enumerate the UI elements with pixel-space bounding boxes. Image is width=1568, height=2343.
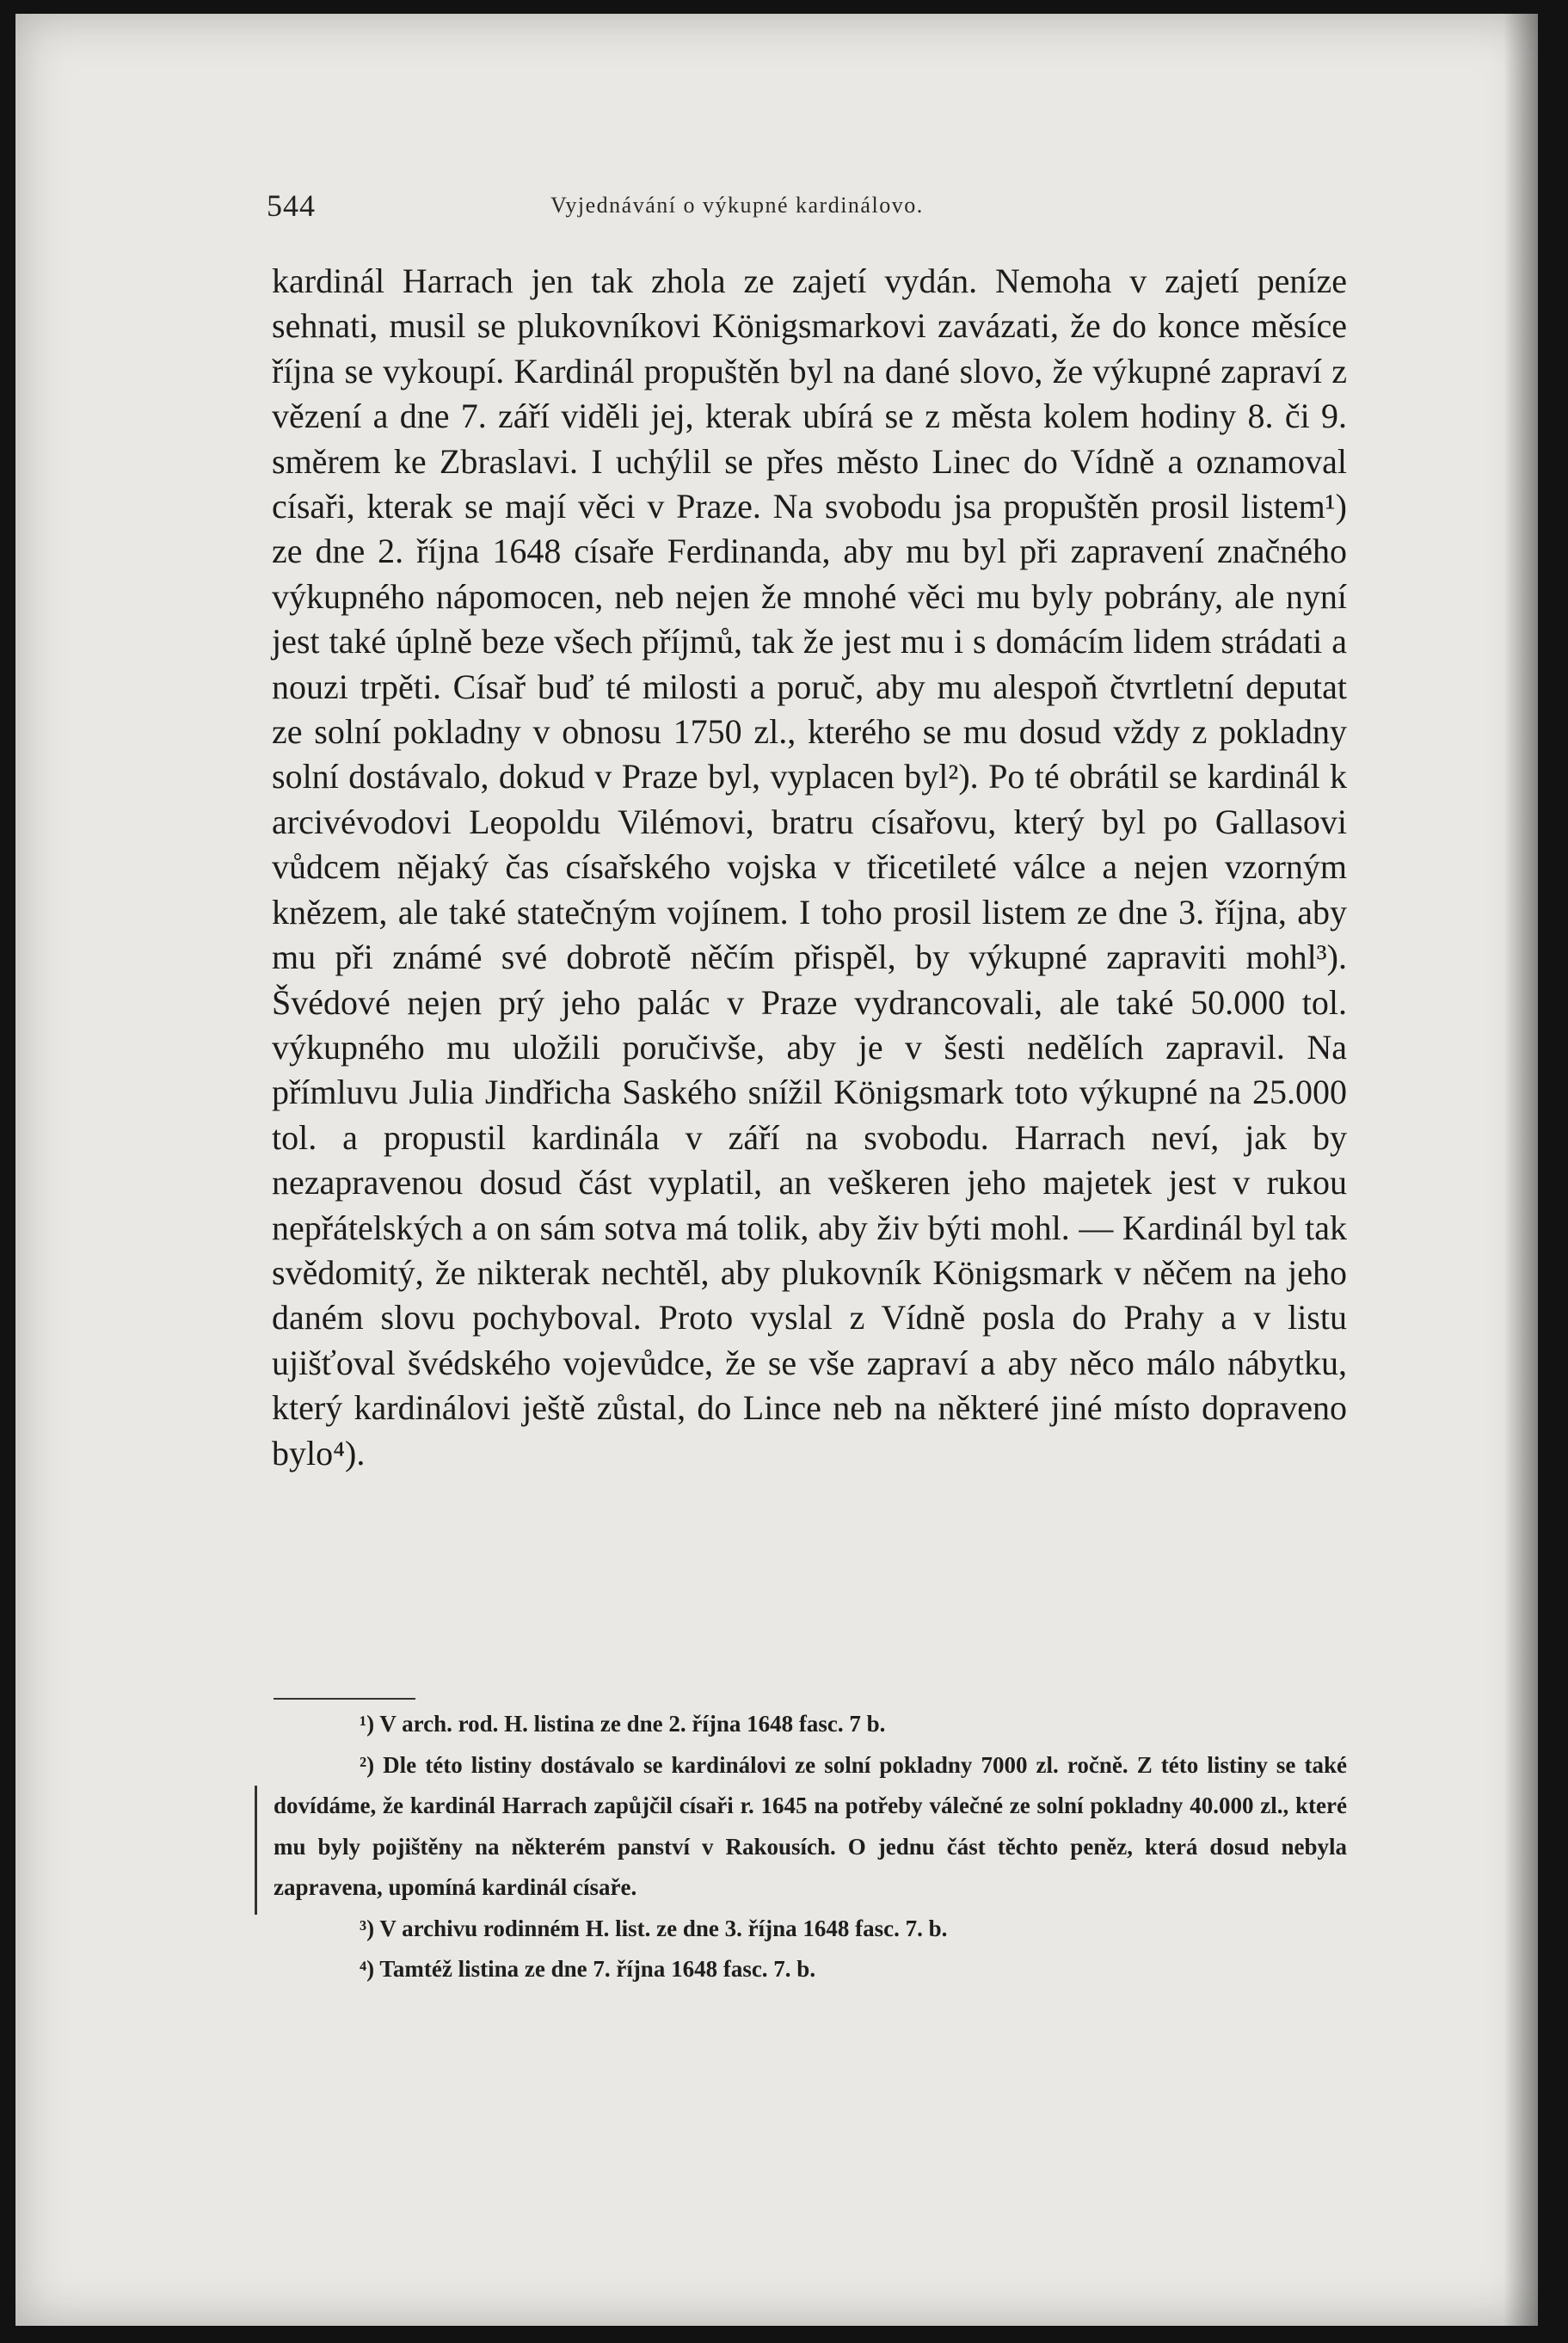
running-head: Vyjednávání o výkupné kardinálovo. <box>550 193 924 218</box>
main-paragraph: kardinál Harrach jen tak zhola ze zajetí vydán. Nemoha v zajetí peníze sehnati, musil se plukovníkovi Königsmarkovi zavázati, že do konce měsíce října se vykoupí. Kardinál propuštěn byl na dané slovo, že výkupné zapraví z vězení a dne 7. září viděli jej, kterak ubírá se z města kolem hodiny 8. či 9. směrem ke Zbraslavi. I uchýlil se přes město Linec do Vídně a oznamoval císaři, kterak se mají věci v Praze. Na svobodu jsa propuštěn prosil listem¹) ze dne 2. října 1648 císaře Ferdinanda, aby mu byl při zapravení značného výkupného nápomocen, neb nejen že mnohé věci mu byly pobrány, ale nyní jest také úplně beze všech příjmů, tak že jest mu i s domácím lidem strádati a nouzi trpěti. Císař buď té milosti a poruč, aby mu alespoň čtvrtletní deputat ze solní pokladny v obnosu 1750 zl., kterého se mu dosud vždy z pokladny solní dostávalo, dokud v Praze byl, vyplacen byl²). Po té obrátil se kardinál k arcivévodovi Leopoldu Vilémovi, bratru císařovu, který byl po Gallasovi vůdcem nějaký čas císařského vojska v třicetileté válce a nejen vzorným knězem, ale také statečným vojínem. I toho prosil listem ze dne 3. října, aby mu při známé své dobrotě něčím přispěl, by výkupné zapraviti mohl³). Švédové nejen prý jeho palác v Praze vydrancovali, ale také 50.000 tol. výkupného mu uložili poručivše, aby je v šesti nedělích zapravil. Na přímluvu Julia Jindřicha Saského snížil Königsmark toto výkupné na 25.000 tol. a propustil kardinála v září na svobodu. Harrach neví, jak by nezapravenou dosud část vyplatil, an veškeren jeho majetek jest v rukou nepřátelských a on sám sotva má tolik, aby živ býti mohl. — Kardinál byl tak svědomitý, že nikterak nechtěl, aby plukovník Königsmark v něčem na jeho daném slovu pochyboval. Proto vyslal z Vídně posla do Prahy a v listu ujišťoval švédského vojevůdce, že se vše zapraví a aby něco málo nábytku, který kardinálovi ještě zůstal, do Lince neb na některé jiné místo dopraveno bylo⁴). <box>272 261 1347 1473</box>
footnotes <box>274 1704 1347 1990</box>
footnote-3: ³) V archivu rodinném H. list. ze dne 3. října 1648 fasc. 7. b. <box>360 1915 948 1941</box>
footnote-1: ¹) V arch. rod. H. listina ze dne 2. října 1648 fasc. 7 b. <box>360 1711 886 1737</box>
page-number: 544 <box>267 188 316 223</box>
page-header <box>267 188 1342 231</box>
footnote-separator <box>274 1698 415 1700</box>
page-edge-shadow <box>1503 14 1538 2326</box>
footnote-4: ⁴) Tamtéž listina ze dne 7. října 1648 fasc. 7. b. <box>360 1956 816 1982</box>
book-page <box>15 14 1538 2326</box>
footnote-2: ²) Dle této listiny dostávalo se kardinálovi ze solní pokladny 7000 zl. ročně. Z této listiny se také dovídáme, že kardinál Harrach zapůjčil císaři r. 1645 na potřeby válečné ze solní pokladny 40.000 zl., které mu byly pojištěny na některém panství v Rakousích. O jednu část těchto peněz, která dosud nebyla zapravena, upomíná kardinál císaře. <box>274 1751 1347 1900</box>
margin-mark <box>255 1786 257 1915</box>
